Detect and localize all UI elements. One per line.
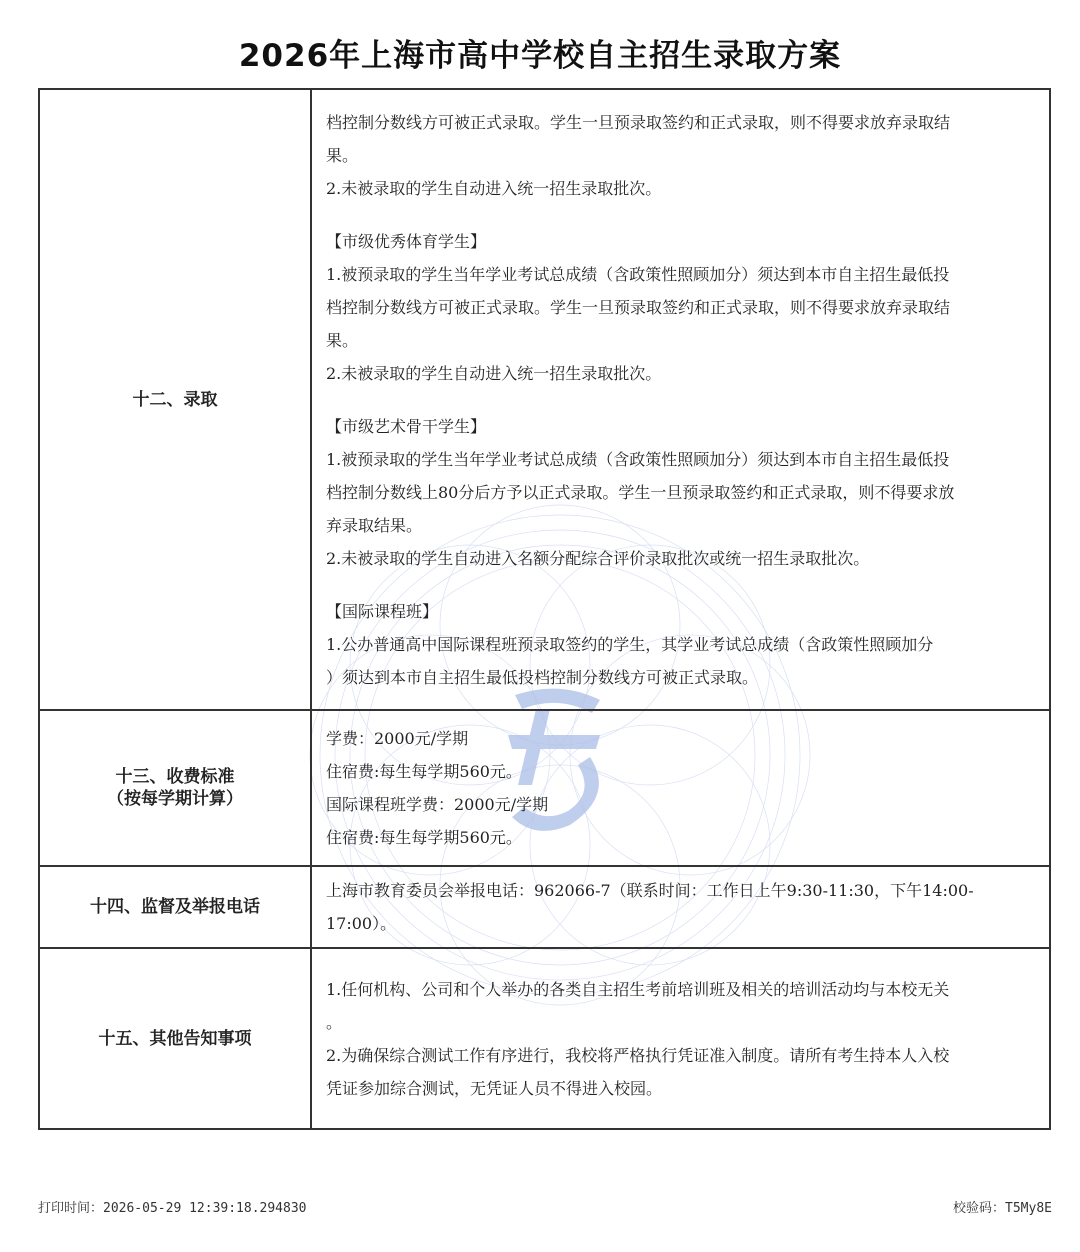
- print-time: 打印时间：2026-05-29 12:39:18.294830: [38, 1201, 307, 1216]
- fee-line: 学费：2000元/学期: [326, 729, 469, 748]
- text-line: 2.为确保综合测试工作有序进行，我校将严格执行凭证准入制度。请所有考生持本人入校: [326, 1045, 950, 1065]
- table-row-notices: [39, 948, 1050, 1129]
- admission-general-section: [326, 106, 1039, 205]
- table-row-supervision: [39, 866, 1050, 948]
- row-content-fees: [311, 710, 1050, 866]
- text-line: 果。: [326, 330, 359, 350]
- international-class-section: [326, 595, 1039, 694]
- text-line: 。: [326, 1012, 343, 1032]
- text-line: 凭证参加综合测试，无凭证人员不得进入校园。: [326, 1078, 663, 1098]
- fee-line: 国际课程班学费：2000元/学期: [326, 795, 549, 814]
- text-line: ）须达到本市自主招生最低投档控制分数线方可被正式录取。: [326, 667, 759, 687]
- fees-label-line: 十三、收费标准: [115, 767, 235, 787]
- text-line: 档控制分数线方可被正式录取。学生一旦预录取签约和正式录取，则不得要求放弃录取结: [326, 297, 951, 317]
- text-line: 2.未被录取的学生自动进入统一招生录取批次。: [326, 178, 662, 198]
- text-line: 档控制分数线方可被正式录取。学生一旦预录取签约和正式录取，则不得要求放弃录取结: [326, 112, 951, 132]
- text-line: 弃录取结果。: [326, 515, 423, 535]
- table-row-admission: [39, 89, 1050, 710]
- text-line: 1.公办普通高中国际课程班预录取签约的学生，其学业考试总成绩（含政策性照顾加分: [326, 634, 934, 654]
- text-line: 1.被预录取的学生当年学业考试总成绩（含政策性照顾加分）须达到本市自主招生最低投: [326, 449, 950, 469]
- text-line: 1.任何机构、公司和个人举办的各类自主招生考前培训班及相关的培训活动均与本校无关: [326, 979, 950, 999]
- text-line: 2.未被录取的学生自动进入统一招生录取批次。: [326, 363, 662, 383]
- fee-line: 住宿费:每生每学期560元。: [326, 828, 522, 847]
- text-line: 17:00）。: [326, 914, 397, 933]
- table-row-fees: [39, 710, 1050, 866]
- section-heading: 【市级优秀体育学生】: [326, 231, 487, 251]
- admission-plan-table: [38, 88, 1051, 1130]
- row-label-fees: [39, 710, 311, 866]
- fee-line: 住宿费:每生每学期560元。: [326, 762, 522, 781]
- row-content-supervision: [311, 866, 1050, 948]
- text-line: 2.未被录取的学生自动进入名额分配综合评价录取批次或统一招生录取批次。: [326, 548, 870, 568]
- section-heading: 【市级艺术骨干学生】: [326, 416, 487, 436]
- text-line: 档控制分数线上80分后方予以正式录取。学生一旦预录取签约和正式录取，则不得要求放: [326, 482, 955, 502]
- page-title: 2026年上海市高中学校自主招生录取方案: [238, 38, 842, 74]
- row-label-supervision: 十四、监督及举报电话: [39, 866, 311, 948]
- text-line: 上海市教育委员会举报电话：962066-7（联系时间：工作日上午9:30-11:30，下午14:00-: [326, 881, 974, 900]
- row-content-notices: [311, 948, 1050, 1129]
- check-code: 校验码：T5My8E: [953, 1201, 1052, 1216]
- text-line: 果。: [326, 145, 359, 165]
- row-label-admission: 十二、录取: [39, 89, 311, 710]
- row-content-admission: [311, 89, 1050, 710]
- row-label-notices: 十五、其他告知事项: [39, 948, 311, 1129]
- section-heading: 【国际课程班】: [326, 601, 439, 621]
- text-line: 1.被预录取的学生当年学业考试总成绩（含政策性照顾加分）须达到本市自主招生最低投: [326, 264, 950, 284]
- fees-label-note: （按每学期计算）: [107, 789, 243, 809]
- arts-students-section: [326, 410, 1039, 575]
- sports-students-section: [326, 225, 1039, 390]
